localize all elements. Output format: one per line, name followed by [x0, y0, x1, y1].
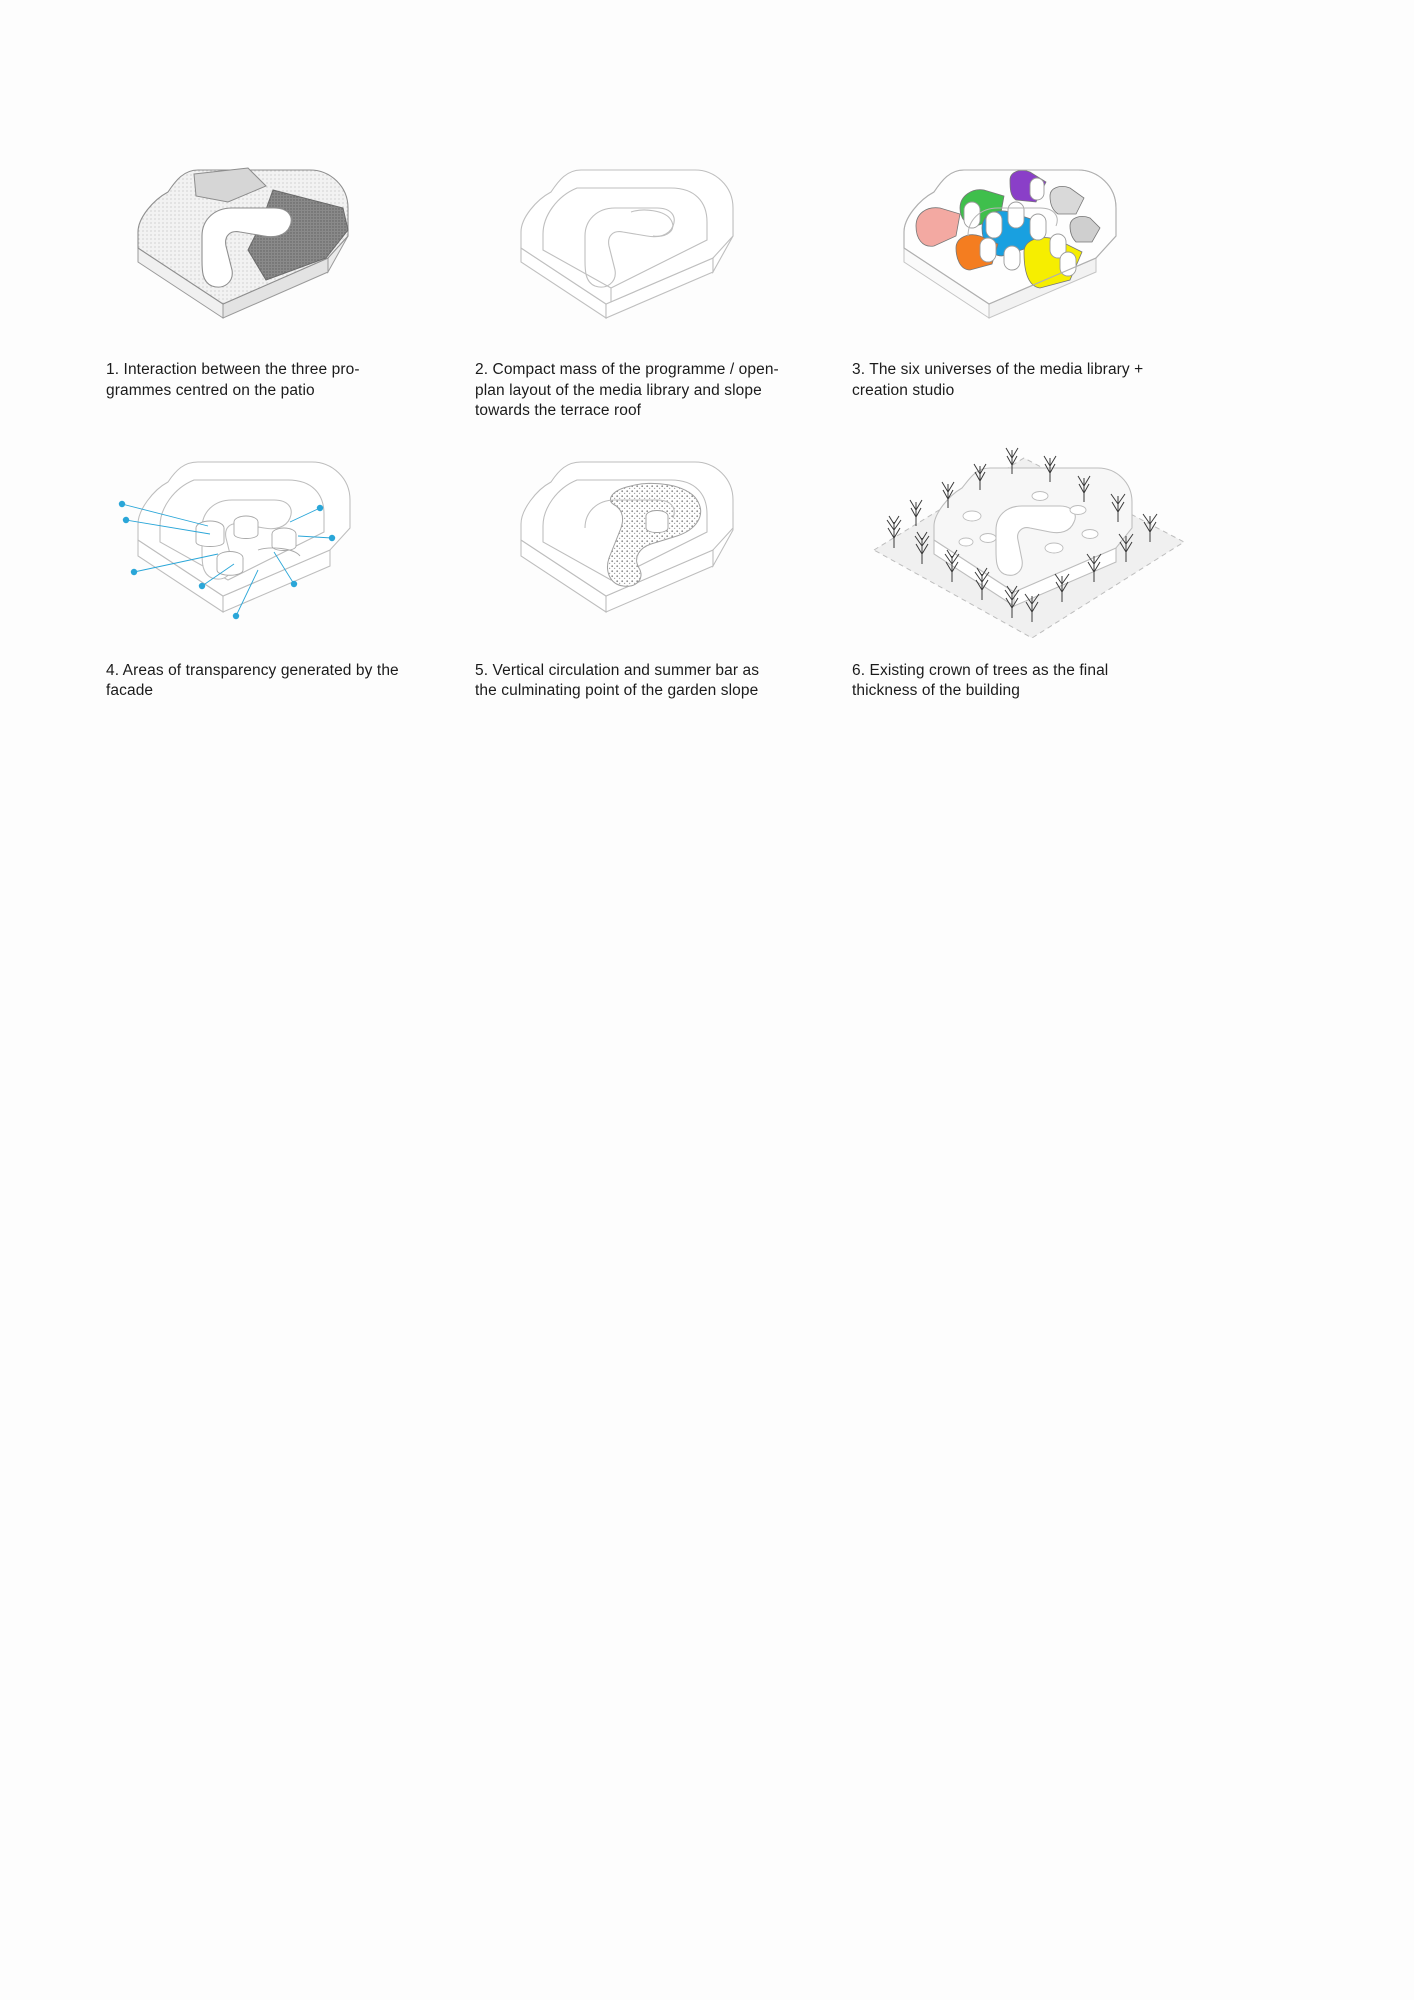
diagram-caption-1: 1. Interaction between the three pro-grammes centred on the patio [106, 361, 360, 399]
diagram-cell-2 [471, 130, 854, 422]
diagram-cell-3 [854, 130, 1237, 422]
diagram-cell-5 [471, 430, 854, 702]
massing-diagram-3 [864, 130, 1204, 360]
diagram-caption-3: 3. The six universes of the media library + creation studio [852, 361, 1144, 399]
massing-diagram-4 [98, 430, 438, 655]
diagram-grid [88, 130, 1238, 702]
diagram-caption-2: 2. Compact mass of the programme / open-plan layout of the media library and slope towards the terrace roof [475, 361, 779, 420]
massing-diagram-5 [481, 430, 821, 655]
diagram-caption-6: 6. Existing crown of trees as the final thickness of the building [852, 661, 1109, 700]
diagram-cell-1 [88, 130, 471, 422]
diagram-cell-4 [88, 430, 471, 702]
massing-diagram-2 [481, 130, 821, 360]
diagram-caption-5: 5. Vertical circulation and summer bar as the culminating point of the garden slope [475, 661, 760, 700]
diagram-caption-4: 4. Areas of transparency generated by the facade [106, 661, 399, 700]
diagram-cell-6 [854, 430, 1237, 702]
massing-diagram-6 [864, 430, 1204, 655]
massing-diagram-1 [98, 130, 438, 360]
